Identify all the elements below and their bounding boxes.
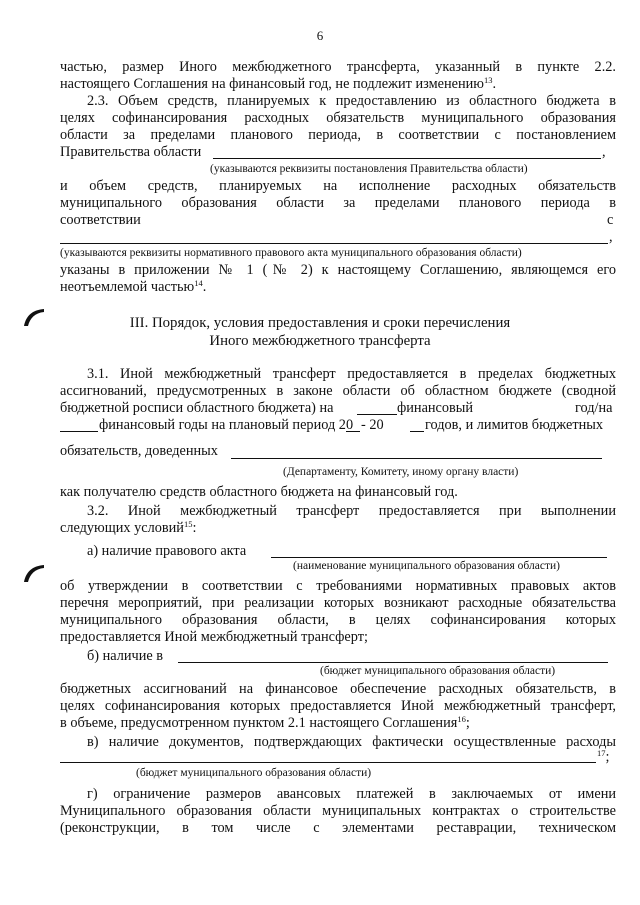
blank-field-line bbox=[213, 158, 601, 159]
condition-b-label: б) наличие в bbox=[87, 648, 164, 664]
text-line: Правительства области bbox=[60, 144, 202, 160]
text-line: бюджетной росписи областного бюджета) на bbox=[60, 400, 334, 416]
text-line: обязательств, доведенных bbox=[60, 443, 218, 459]
condition-g-line: г) ограничение размеров авансовых платежей в заключаемых от имени bbox=[87, 786, 616, 802]
text-line: финансовый bbox=[397, 400, 474, 416]
text-line: частью, размер Иного межбюджетного трансферта, указанный в пункте 2.2. bbox=[60, 59, 616, 75]
field-caption: (Департаменту, Комитету, иному органу власти) bbox=[283, 466, 519, 478]
text-line: об утверждении в соответствии с требованиями нормативных правовых актов bbox=[60, 578, 616, 594]
footnote-ref: 15 bbox=[183, 519, 193, 529]
text-line: год/на bbox=[575, 400, 613, 416]
text-line: в объеме, предусмотренном пунктом 2.1 настоящего Соглашения$^{16}$; bbox=[60, 714, 470, 731]
footnote-ref: 13 bbox=[483, 75, 493, 85]
text-line: целях софинансирования которых предоставляется Иной межбюджетный трансферт, bbox=[60, 698, 616, 714]
text-line: муниципального образования области, в целях софинансирования которых bbox=[60, 612, 616, 628]
comma: , bbox=[609, 229, 613, 245]
text-line: как получателю средств областного бюджета на финансовый год. bbox=[60, 484, 458, 500]
blank-field-line bbox=[271, 557, 607, 558]
text-line: перечня мероприятий, при реализации которых возникают расходные обязательства bbox=[60, 595, 616, 611]
footnote-ref: 17 bbox=[597, 748, 606, 758]
text-line: бюджетных ассигнований на финансовое обеспечение расходных обязательств, в bbox=[60, 681, 616, 697]
comma: , bbox=[602, 144, 606, 160]
field-caption: (бюджет муниципального образования области) bbox=[136, 767, 372, 779]
text-line: и объем средств, планируемых на исполнение расходных обязательств bbox=[60, 178, 616, 194]
section-title: Иного межбюджетного трансферта bbox=[209, 333, 431, 349]
text-line: настоящего Соглашения на финансовый год, не подлежит изменению$^{13}$. bbox=[60, 75, 497, 92]
blank-field-line bbox=[60, 762, 596, 763]
text-line: $^{17}$; bbox=[597, 748, 610, 765]
blank-field-line bbox=[60, 431, 98, 432]
text-line: ассигнований, предусмотренных в законе области об областном бюджете (сводной bbox=[60, 383, 616, 399]
text-line: с bbox=[607, 212, 614, 228]
text-fragment: следующих условий bbox=[60, 520, 184, 536]
field-caption: (указываются реквизиты постановления Правительства области) bbox=[210, 163, 528, 175]
text-line: области за пределами планового периода, в соответствии с постановлением bbox=[60, 127, 616, 143]
footnote-ref: 16 bbox=[457, 714, 466, 724]
text-line: указаны в приложении № 1 (№ 2) к настоящему Соглашению, являющемся его bbox=[60, 262, 616, 278]
text-line: муниципального образования области за пределами планового периода в bbox=[60, 195, 616, 211]
blank-field-line bbox=[410, 431, 424, 432]
text-line: соответствии bbox=[60, 212, 141, 228]
text-line: (реконструкции, в том числе с элементами реставрации, техническом bbox=[60, 820, 616, 836]
condition-v-line: в) наличие документов, подтверждающих фактически осуществленные расходы bbox=[87, 734, 616, 750]
clause-3-1-line: 3.1. Иной межбюджетный трансферт предоставляется в пределах бюджетных bbox=[87, 366, 616, 382]
blank-field-line bbox=[60, 243, 608, 244]
blank-field-line bbox=[178, 662, 608, 663]
blank-field-line bbox=[357, 414, 397, 415]
text-line: финансовый годы на плановый период 20 bbox=[99, 417, 354, 433]
blank-field-line bbox=[231, 458, 602, 459]
text-line: годов, и лимитов бюджетных bbox=[425, 417, 603, 433]
hole-punch-mark-icon bbox=[22, 306, 46, 328]
text-line: целях софинансирования расходных обязательств муниципального образования bbox=[60, 110, 616, 126]
clause-2-3-line: 2.3. Объем средств, планируемых к предоставлению из областного бюджета в bbox=[87, 93, 616, 109]
section-title: III. Порядок, условия предоставления и сроки перечисления bbox=[129, 315, 511, 331]
footnote-ref: 14 bbox=[194, 278, 203, 288]
text-line: неотъемлемой частью$^{14}$. bbox=[60, 278, 207, 295]
text-fragment: настоящего Соглашения на финансовый год, не подлежит изменению bbox=[60, 76, 484, 92]
text-fragment: в объеме, предусмотренном пунктом 2.1 настоящего Соглашения bbox=[60, 715, 458, 731]
text-line: - 20 bbox=[361, 417, 384, 433]
condition-a-label: а) наличие правового акта bbox=[87, 543, 247, 559]
text-line: Муниципального образования области муниципальных контрактах о строительстве bbox=[60, 803, 616, 819]
blank-field-line bbox=[346, 431, 360, 432]
clause-3-2-line: 3.2. Иной межбюджетный трансферт предоставляется при выполнении bbox=[87, 503, 616, 519]
field-caption: (бюджет муниципального образования области) bbox=[320, 665, 556, 677]
text-line: предоставляется Иной межбюджетный трансферт; bbox=[60, 629, 368, 645]
text-line: следующих условий$^{15}$: bbox=[60, 519, 197, 536]
field-caption: (наименование муниципального образования области) bbox=[293, 560, 560, 572]
text-fragment: неотъемлемой частью bbox=[60, 279, 195, 295]
page-number: 6 bbox=[316, 28, 324, 43]
field-caption: (указываются реквизиты нормативного правового акта муниципального образования области) bbox=[60, 247, 522, 259]
hole-punch-mark-icon bbox=[22, 562, 46, 584]
